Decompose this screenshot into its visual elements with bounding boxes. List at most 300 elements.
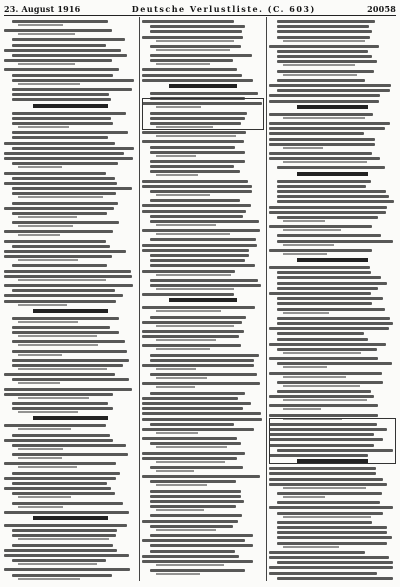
- list-entry-detail-line: [156, 368, 196, 370]
- list-entry-line: [277, 577, 393, 580]
- list-entry-line: [12, 112, 126, 115]
- list-entry-line: [142, 457, 237, 460]
- section-heading: [297, 258, 368, 262]
- list-entry-line: [12, 136, 108, 139]
- list-entry-line: [12, 93, 109, 96]
- list-entry-detail-line: [18, 344, 98, 346]
- list-entry-line: [150, 170, 240, 173]
- list-entry-line: [12, 529, 117, 532]
- list-entry-line: [12, 38, 125, 41]
- list-entry-line: [12, 74, 113, 77]
- list-entry-line: [277, 180, 371, 183]
- list-entry-detail-line: [18, 563, 97, 565]
- list-entry-line: [150, 373, 257, 376]
- section-heading: [297, 105, 368, 109]
- list-entry-line: [142, 140, 244, 143]
- list-entry-line: [4, 68, 119, 71]
- list-entry-line: [150, 392, 245, 395]
- list-entry-line: [4, 554, 129, 557]
- list-entry-line: [269, 566, 393, 569]
- list-entry-line: [142, 68, 237, 71]
- list-entry-line: [142, 180, 248, 183]
- list-entry-line: [12, 534, 116, 537]
- list-entry-line: [12, 88, 132, 91]
- list-entry-line: [150, 220, 259, 223]
- list-entry-detail-line: [18, 428, 71, 430]
- list-entry-line: [150, 514, 242, 517]
- list-entry-line: [12, 162, 118, 165]
- list-entry-line: [142, 330, 244, 333]
- list-entry-line: [277, 50, 368, 53]
- list-entry-line: [4, 300, 116, 303]
- list-entry-line: [4, 152, 124, 155]
- list-entry-line: [12, 502, 123, 505]
- list-entry-line: [4, 511, 129, 514]
- list-entry-line: [142, 428, 254, 431]
- list-entry-line: [4, 424, 106, 427]
- list-entry-detail-line: [18, 466, 77, 468]
- list-entry-line: [277, 36, 370, 39]
- list-entry-line: [150, 569, 245, 572]
- list-entry-line: [12, 79, 134, 82]
- boxed-notice: [142, 98, 264, 130]
- list-entry-detail-line: [18, 397, 89, 399]
- list-entry-line: [277, 492, 382, 495]
- list-entry-line: [12, 482, 107, 485]
- list-entry-detail-line: [283, 516, 371, 518]
- header-title-text: Deutsche Verlustliste.: [131, 4, 264, 14]
- list-entry-line: [12, 177, 115, 180]
- list-entry-line: [142, 306, 255, 309]
- section-heading: [33, 104, 107, 108]
- list-entry-line: [12, 472, 120, 475]
- list-entry-detail-line: [283, 220, 325, 222]
- list-entry-line: [150, 254, 249, 257]
- list-entry-line: [4, 157, 133, 160]
- list-entry-line: [277, 297, 383, 300]
- list-entry-line: [277, 89, 390, 92]
- list-entry-line: [277, 200, 394, 203]
- list-entry-line: [269, 404, 378, 407]
- list-entry-line: [269, 343, 386, 346]
- list-entry-line: [150, 30, 242, 33]
- list-entry-line: [4, 388, 132, 391]
- list-entry-line: [12, 434, 110, 437]
- list-entry-line: [4, 294, 123, 297]
- list-entry-line: [142, 437, 237, 440]
- list-entry-detail-line: [156, 529, 216, 531]
- list-entry-line: [142, 344, 241, 347]
- list-entry-line: [12, 264, 107, 267]
- list-entry-line: [142, 452, 245, 455]
- list-entry-line: [12, 122, 113, 125]
- list-entry-line: [4, 182, 117, 185]
- header-rule: [4, 15, 396, 16]
- list-entry-line: [150, 238, 256, 241]
- list-entry-detail-line: [18, 506, 63, 508]
- list-entry-detail-line: [156, 509, 204, 511]
- list-entry-line: [150, 151, 245, 154]
- list-entry-line: [277, 521, 372, 524]
- list-entry-line: [277, 302, 372, 305]
- list-entry-line: [142, 249, 249, 252]
- list-entry-line: [269, 84, 391, 87]
- list-entry-line: [269, 372, 382, 375]
- list-entry-line: [4, 250, 126, 253]
- header-date: 23. August 1916: [4, 4, 81, 14]
- section-heading: [169, 84, 237, 88]
- list-entry-line: [142, 20, 234, 23]
- list-entry-line: [277, 79, 365, 82]
- list-entry-line: [277, 308, 385, 311]
- list-entry-line: [12, 147, 134, 150]
- list-entry-line: [277, 185, 366, 188]
- list-entry-detail-line: [18, 448, 63, 450]
- list-entry-detail-line: [156, 461, 225, 463]
- text-column-left: [4, 18, 137, 581]
- list-entry-detail-line: [18, 216, 77, 218]
- list-entry-detail-line: [156, 49, 230, 51]
- list-entry-line: [277, 322, 393, 325]
- list-entry-line: [12, 407, 113, 410]
- list-entry-line: [150, 190, 252, 193]
- list-entry-line: [12, 350, 127, 353]
- list-entry-detail-line: [18, 83, 80, 85]
- list-entry-line: [269, 157, 380, 160]
- list-entry-detail-line: [18, 304, 67, 306]
- list-entry-line: [269, 138, 375, 141]
- list-entry-line: [269, 357, 378, 360]
- list-entry-detail-line: [156, 573, 200, 575]
- page-header: [4, 3, 396, 15]
- list-entry-line: [277, 561, 393, 564]
- list-entry-line: [142, 244, 257, 247]
- list-entry-line: [277, 348, 377, 351]
- list-entry-line: [4, 207, 114, 210]
- list-entry-detail-line: [156, 194, 210, 196]
- list-entry-line: [4, 142, 115, 145]
- list-entry-detail-line: [283, 74, 357, 76]
- list-entry-detail-line: [156, 432, 198, 434]
- list-entry-line: [4, 59, 112, 62]
- list-entry-line: [150, 423, 234, 426]
- list-entry-line: [277, 271, 371, 274]
- list-entry-detail-line: [156, 386, 195, 388]
- list-entry-line: [150, 54, 252, 57]
- list-entry-detail-line: [18, 538, 109, 540]
- list-entry-line: [12, 340, 125, 343]
- list-entry-line: [150, 264, 255, 267]
- list-entry-detail-line: [18, 63, 75, 65]
- boxed-notice: [269, 418, 396, 464]
- list-entry-line: [150, 544, 253, 547]
- list-entry-line: [12, 402, 108, 405]
- list-entry-detail-line: [18, 411, 78, 413]
- list-entry-detail-line: [283, 408, 321, 410]
- list-entry-line: [4, 568, 130, 571]
- list-entry-line: [269, 127, 385, 130]
- text-column-right: [269, 18, 396, 581]
- list-entry-line: [277, 526, 387, 529]
- list-entry-line: [12, 359, 129, 362]
- list-entry-line: [142, 397, 238, 400]
- list-entry-detail-line: [283, 352, 361, 354]
- list-entry-line: [4, 275, 132, 278]
- list-entry-line: [277, 317, 390, 320]
- list-entry-line: [150, 490, 241, 493]
- list-entry-line: [269, 395, 374, 398]
- list-entry-line: [150, 466, 243, 469]
- list-entry-detail-line: [156, 233, 230, 235]
- list-entry-line: [277, 276, 381, 279]
- list-entry-line: [277, 501, 380, 504]
- list-entry-detail-line: [156, 377, 207, 379]
- list-entry-detail-line: [18, 234, 60, 236]
- section-heading: [33, 416, 107, 420]
- list-entry-line: [150, 165, 234, 168]
- section-heading: [33, 309, 107, 313]
- list-entry-line: [12, 574, 112, 577]
- list-entry-line: [277, 282, 387, 285]
- list-entry-line: [277, 536, 392, 539]
- list-entry-line: [269, 472, 376, 475]
- list-entry-line: [269, 327, 389, 330]
- list-entry-line: [269, 100, 379, 103]
- list-entry-line: [4, 230, 113, 233]
- list-entry-line: [269, 211, 386, 214]
- header-title: [132, 4, 316, 14]
- list-entry-line: [142, 36, 243, 39]
- list-entry-detail-line: [18, 166, 62, 168]
- list-entry-line: [142, 475, 260, 478]
- list-entry-detail-line: [156, 325, 234, 327]
- list-entry-line: [12, 20, 108, 23]
- list-entry-line: [277, 332, 364, 335]
- list-entry-line: [150, 160, 245, 163]
- list-entry-detail-line: [283, 161, 367, 163]
- list-entry-line: [12, 221, 119, 224]
- list-entry-detail-line: [283, 147, 323, 149]
- list-entry-detail-line: [283, 546, 339, 548]
- list-entry-line: [12, 289, 115, 292]
- list-entry-line: [277, 542, 387, 545]
- list-entry-line: [277, 512, 383, 515]
- list-entry-line: [150, 279, 258, 282]
- list-entry-line: [4, 255, 112, 258]
- list-entry-line: [150, 45, 241, 48]
- list-entry-detail-line: [156, 174, 198, 176]
- list-entry-line: [150, 359, 254, 362]
- list-entry-line: [12, 245, 110, 248]
- list-entry-detail-line: [18, 457, 62, 459]
- list-entry-line: [269, 483, 387, 486]
- list-entry-line: [269, 113, 373, 116]
- list-entry-line: [150, 354, 259, 357]
- list-entry-line: [269, 292, 371, 295]
- list-entry-detail-line: [156, 224, 216, 226]
- list-entry-line: [12, 44, 106, 47]
- list-entry-line: [4, 477, 116, 480]
- list-entry-line: [269, 45, 379, 48]
- list-entry-line: [142, 229, 260, 232]
- list-entry-line: [142, 382, 260, 385]
- list-entry-line: [142, 293, 234, 296]
- list-entry-line: [142, 321, 242, 324]
- list-entry-line: [4, 439, 113, 442]
- list-entry-line: [277, 20, 375, 23]
- list-entry-line: [142, 335, 239, 338]
- list-entry-detail-line: [18, 196, 103, 198]
- list-entry-line: [277, 362, 392, 365]
- list-entry-line: [269, 132, 364, 135]
- list-entry-line: [150, 146, 235, 149]
- list-entry-line: [142, 402, 251, 405]
- list-entry-detail-line: [156, 470, 194, 472]
- list-entry-line: [150, 505, 236, 508]
- list-entry-line: [142, 185, 252, 188]
- list-entry-detail-line: [18, 33, 75, 35]
- list-entry-detail-line: [18, 279, 106, 281]
- list-entry-line: [12, 331, 119, 334]
- list-entry-line: [12, 54, 127, 57]
- list-entry-line: [277, 60, 377, 63]
- list-entry-line: [12, 187, 132, 190]
- list-entry-line: [269, 506, 393, 509]
- list-entry-detail-line: [18, 354, 62, 356]
- column-divider: [266, 17, 267, 581]
- list-entry-detail-line: [156, 274, 231, 276]
- list-entry-line: [277, 287, 378, 290]
- list-entry-line: [142, 539, 245, 542]
- list-entry-line: [12, 117, 111, 120]
- list-entry-line: [142, 74, 242, 77]
- list-entry-detail-line: [156, 339, 216, 341]
- list-entry-line: [277, 216, 378, 219]
- list-entry-detail-line: [156, 40, 234, 42]
- list-entry-line: [142, 407, 243, 410]
- list-entry-line: [150, 480, 236, 483]
- list-entry-line: [4, 49, 121, 52]
- list-entry-line: [12, 202, 118, 205]
- list-entry-line: [12, 364, 123, 367]
- list-entry-line: [142, 412, 261, 415]
- list-entry-line: [269, 94, 380, 97]
- list-entry-detail-line: [18, 496, 71, 498]
- list-entry-line: [150, 525, 233, 528]
- list-entry-line: [269, 467, 376, 470]
- list-entry-line: [277, 531, 387, 534]
- section-heading: [297, 172, 368, 176]
- list-entry-line: [150, 92, 258, 95]
- text-column-middle: [142, 18, 264, 581]
- list-entry-line: [142, 560, 253, 563]
- list-entry-line: [4, 549, 117, 552]
- list-entry-line: [269, 556, 389, 559]
- header-page-number: 20058: [367, 4, 396, 14]
- list-entry-line: [12, 192, 116, 195]
- list-entry-line: [150, 215, 243, 218]
- list-entry-line: [142, 270, 235, 273]
- list-entry-detail-line: [283, 376, 346, 378]
- list-entry-line: [277, 30, 372, 33]
- list-entry-line: [150, 316, 246, 319]
- list-entry-line: [269, 551, 365, 554]
- list-entry-detail-line: [283, 253, 327, 255]
- list-entry-line: [150, 495, 241, 498]
- list-entry-line: [269, 572, 377, 575]
- list-entry-line: [150, 550, 235, 553]
- list-entry-detail-line: [283, 366, 327, 368]
- list-entry-detail-line: [18, 24, 63, 26]
- list-entry-line: [4, 172, 106, 175]
- list-entry-line: [12, 453, 128, 456]
- header-page-ref: (C. 603): [267, 4, 316, 14]
- list-entry-detail-line: [283, 40, 365, 42]
- list-entry-line: [277, 166, 385, 169]
- list-entry-detail-line: [18, 126, 69, 128]
- list-entry-detail-line: [156, 348, 210, 350]
- list-entry-line: [269, 143, 375, 146]
- list-entry-detail-line: [283, 244, 334, 246]
- list-entry-detail-line: [283, 229, 341, 231]
- list-entry-detail-line: [283, 496, 325, 498]
- list-entry-line: [4, 373, 115, 376]
- list-entry-detail-line: [156, 484, 207, 486]
- list-entry-line: [269, 249, 372, 252]
- list-entry-line: [277, 381, 383, 384]
- list-entry-detail-line: [283, 312, 329, 314]
- list-entry-line: [4, 29, 112, 32]
- list-entry-line: [150, 534, 253, 537]
- list-entry-detail-line: [18, 225, 73, 227]
- list-entry-line: [269, 414, 378, 417]
- list-entry-detail-line: [18, 368, 107, 370]
- list-entry-line: [12, 98, 111, 101]
- list-entry-line: [142, 131, 246, 134]
- list-entry-line: [4, 240, 106, 243]
- list-entry-detail-line: [283, 487, 366, 489]
- list-entry-line: [12, 378, 129, 381]
- list-entry-detail-line: [156, 310, 221, 312]
- list-entry-line: [142, 418, 262, 421]
- list-entry-detail-line: [283, 385, 360, 387]
- list-entry-line: [269, 225, 372, 228]
- list-entry-detail-line: [156, 63, 210, 65]
- list-entry-line: [150, 442, 241, 445]
- list-entry-detail-line: [156, 155, 196, 157]
- list-entry-line: [142, 204, 251, 207]
- list-entry-line: [12, 131, 128, 134]
- list-entry-detail-line: [18, 382, 60, 384]
- list-entry-detail-line: [18, 321, 78, 323]
- list-entry-line: [4, 284, 133, 287]
- list-entry-line: [150, 500, 244, 503]
- list-entry-line: [150, 259, 245, 262]
- list-entry-line: [142, 364, 254, 367]
- list-entry-line: [12, 544, 113, 547]
- list-entry-line: [12, 492, 115, 495]
- column-divider: [139, 17, 140, 581]
- list-entry-line: [150, 59, 233, 62]
- section-heading: [33, 516, 107, 520]
- list-entry-line: [277, 195, 389, 198]
- list-entry-line: [142, 520, 238, 523]
- list-entry-line: [277, 25, 369, 28]
- list-entry-line: [142, 79, 253, 82]
- list-entry-detail-line: [156, 564, 224, 566]
- list-entry-detail-line: [156, 288, 234, 290]
- list-entry-detail-line: [283, 399, 367, 401]
